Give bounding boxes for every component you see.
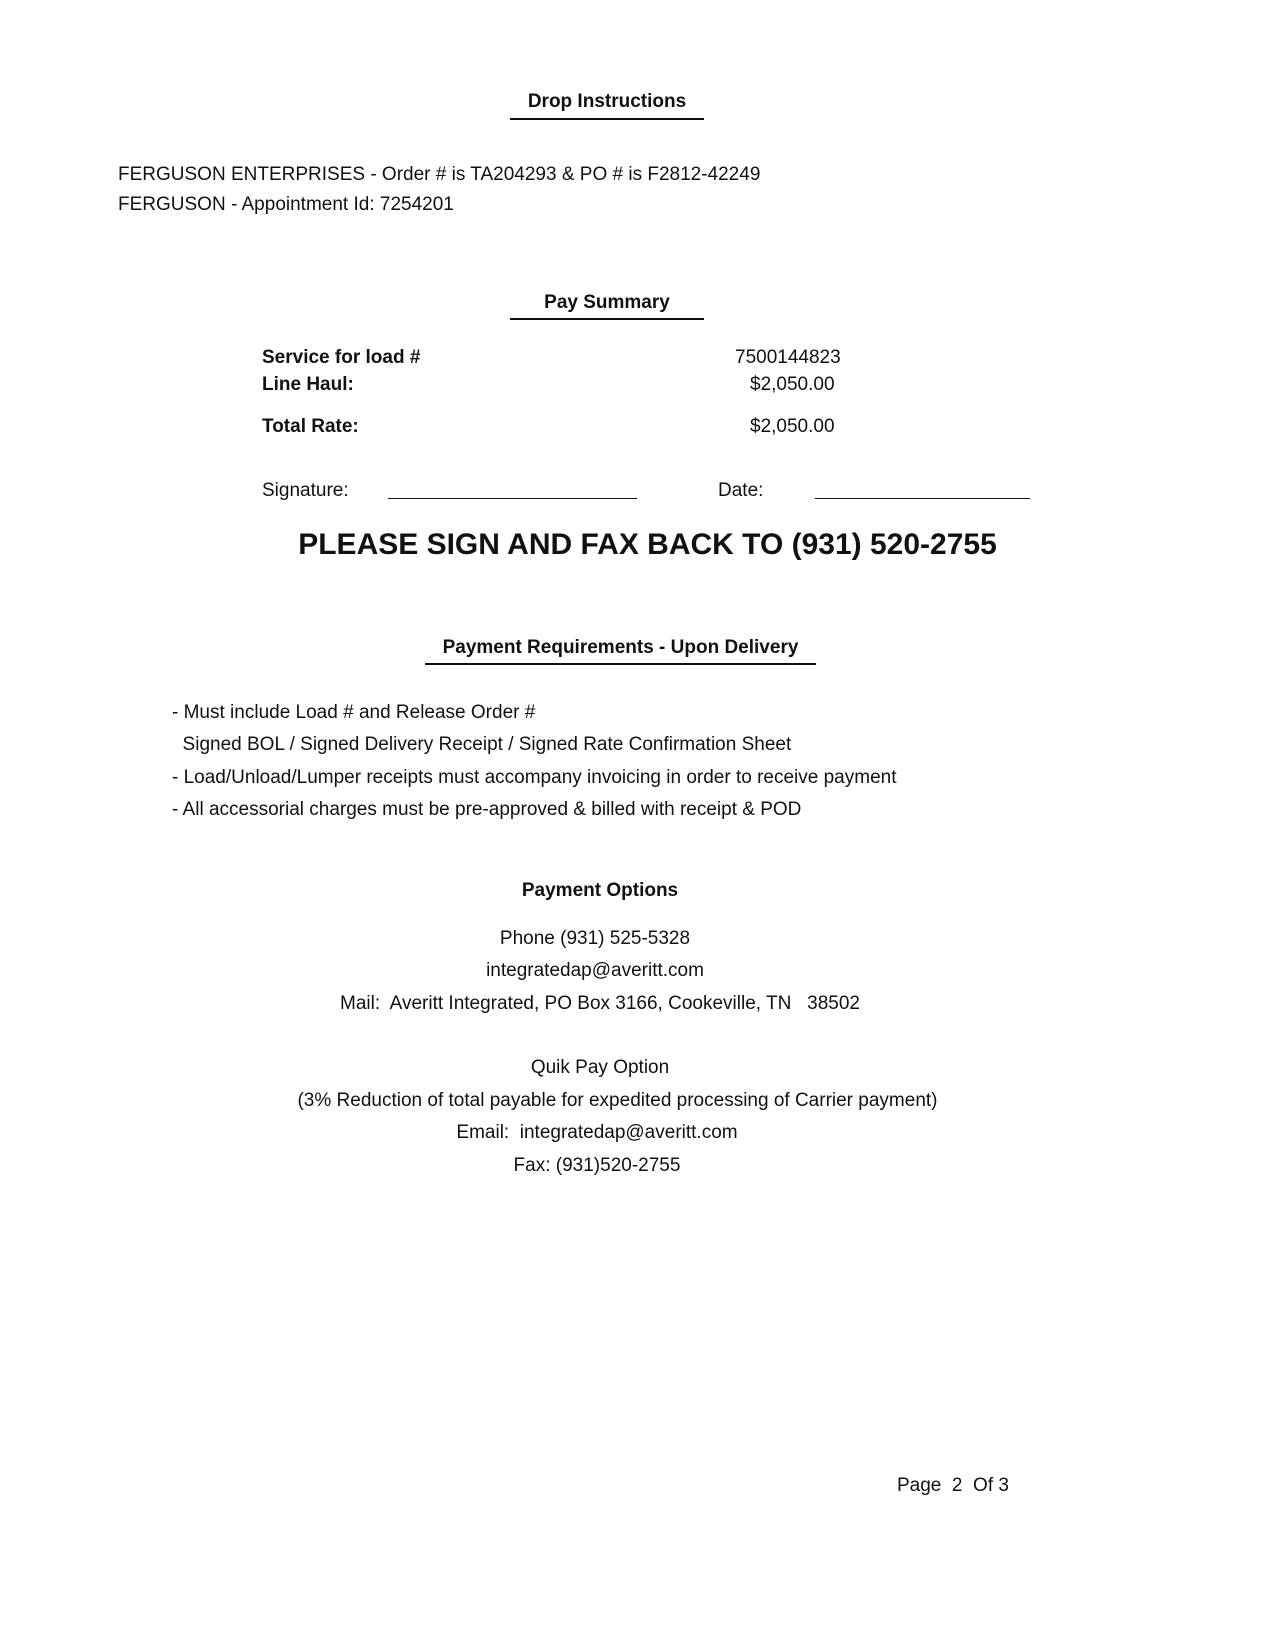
requirement-item: Signed BOL / Signed Delivery Receipt / Signed Rate Confirmation Sheet [172,734,792,755]
quik-pay-description: (3% Reduction of total payable for expedited processing of Carrier payment) [297,1090,938,1111]
payment-phone: Phone (931) 525-5328 [499,928,691,949]
date-label: Date: [718,480,764,501]
date-line[interactable] [815,498,1030,499]
payment-email-link[interactable]: integratedap@averitt.com [486,960,704,981]
service-load-label: Service for load # [262,347,421,368]
requirements-heading: Payment Requirements - Upon Delivery [442,637,799,658]
pay-summary-underline [510,318,704,320]
drop-line-appointment: FERGUSON - Appointment Id: 7254201 [118,194,454,215]
quik-pay-title: Quik Pay Option [530,1057,670,1078]
total-rate-label: Total Rate: [262,416,359,437]
drop-instructions-underline [510,118,704,120]
fax-back-notice: PLEASE SIGN AND FAX BACK TO (931) 520-2755 [298,528,997,561]
requirements-underline [425,663,816,665]
pay-summary-heading: Pay Summary [544,292,670,313]
payment-options-heading: Payment Options [521,880,679,901]
signature-line[interactable] [388,498,637,499]
line-haul-value: $2,050.00 [750,374,835,395]
page-number: Page 2 Of 3 [897,1475,1009,1496]
payment-mail-address: Mail: Averitt Integrated, PO Box 3166, Cookeville, TN 38502 [340,993,860,1014]
requirement-item: - All accessorial charges must be pre-approved & billed with receipt & POD [172,799,802,820]
drop-line-order: FERGUSON ENTERPRISES - Order # is TA204293 & PO # is F2812-42249 [118,164,761,185]
quik-pay-email[interactable]: Email: integratedap@averitt.com [456,1122,738,1143]
service-load-value: 7500144823 [735,347,841,368]
requirement-item: - Load/Unload/Lumper receipts must accompany invoicing in order to receive payment [172,767,897,788]
requirement-item: - Must include Load # and Release Order # [172,702,536,723]
signature-label: Signature: [262,480,349,501]
drop-instructions-heading: Drop Instructions [527,91,687,112]
total-rate-value: $2,050.00 [750,416,835,437]
line-haul-label: Line Haul: [262,374,354,395]
quik-pay-fax: Fax: (931)520-2755 [513,1155,681,1176]
